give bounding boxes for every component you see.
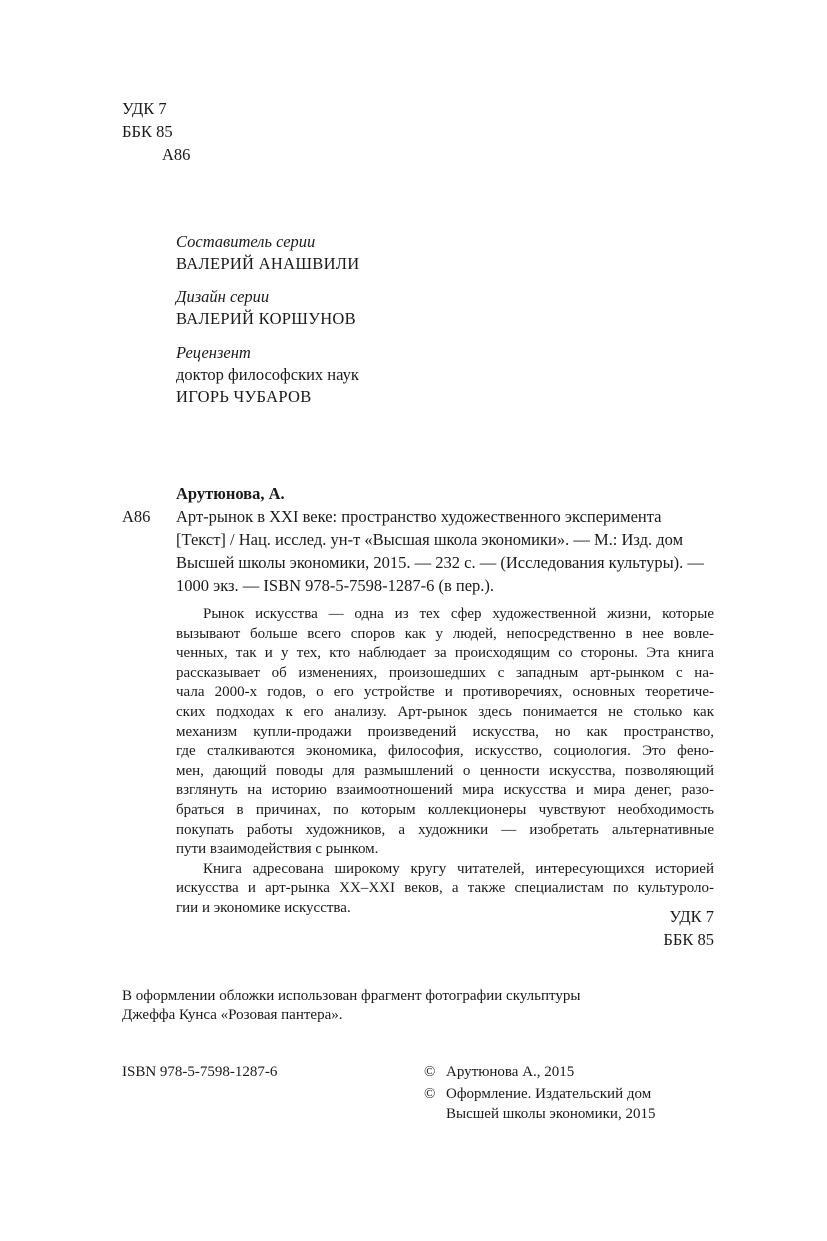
cover-note-line: В оформлении обложки использован фрагмент фотографии скульптуры xyxy=(122,988,581,1004)
biblio-author: Арутюнова, А. xyxy=(176,484,285,503)
biblio-code: А86 xyxy=(122,507,151,526)
annotation-line: механизм купли-продажи произведений искусства, но как пространство, xyxy=(176,723,714,740)
copyright-entry-author: Арутюнова А., 2015 xyxy=(446,1064,575,1080)
annotation-line: искусства и арт-рынка XX–XXI веков, а также специалистам по культуроло- xyxy=(176,880,714,897)
annotation-line: вызывают больше всего споров как у людей, непосредственно в нее вовле- xyxy=(176,625,714,642)
biblio-line: 1000 экз. — ISBN 978-5-7598-1287-6 (в пер.). xyxy=(176,576,495,595)
annotation xyxy=(176,605,714,919)
credit-role-series-compiler: Составитель серии xyxy=(176,232,316,251)
annotation-line: взглянуть на историю взаимоотношений мира искусства и мира денег, разо- xyxy=(176,782,714,799)
credit-role-reviewer: Рецензент xyxy=(176,343,251,362)
annotation-line: где сталкиваются экономика, философия, искусство, социология. Это фено- xyxy=(176,743,714,760)
annotation-line: рассказывает об изменениях, произошедших с западным арт-рынком с на- xyxy=(176,664,714,681)
annotation-line: мен, дающий поводы для размышлений о ценности искусства, позволяющий xyxy=(176,762,714,779)
annotation-line: браться в причинах, по которым коллекционеры чувствуют необходимость xyxy=(176,801,714,818)
annotation-line: ских подходах к его анализу. Арт-рынок здесь понимается не столько как xyxy=(176,703,714,720)
author-code: А86 xyxy=(162,145,191,164)
footer-bbk-code: ББК 85 xyxy=(663,930,714,949)
copyright-icon: © xyxy=(424,1064,436,1080)
bbk-code: ББК 85 xyxy=(122,122,173,141)
annotation-line: Рынок искусства — одна из тех сфер художественной жизни, которые xyxy=(203,606,714,622)
biblio-line: Высшей школы экономики, 2015. — 232 с. — (Исследования культуры). — xyxy=(176,553,704,572)
credit-name-series-compiler: ВАЛЕРИЙ АНАШВИЛИ xyxy=(176,254,360,273)
footer-udk-code: УДК 7 xyxy=(669,907,714,926)
credit-name-reviewer: ИГОРЬ ЧУБАРОВ xyxy=(176,387,312,406)
annotation-line: покупать работы художников, а художники — изобретать альтернативные xyxy=(176,821,714,838)
biblio-line: Арт-рынок в XXI веке: пространство художественного эксперимента xyxy=(176,507,662,526)
biblio-line: [Текст] / Нац. исслед. ун-т «Высшая школа экономики». — М.: Изд. дом xyxy=(176,530,684,549)
copyright-entry-design: Оформление. Издательский дом xyxy=(446,1086,652,1102)
annotation-line: ченных, так и у тех, кто наблюдает за происходящим со стороны. Эта книга xyxy=(176,645,714,662)
credit-reviewer-degree: доктор философских наук xyxy=(176,365,359,384)
isbn: ISBN 978-5-7598-1287-6 xyxy=(122,1064,278,1080)
annotation-line: пути взаимодействия с рынком. xyxy=(176,841,379,858)
annotation-line: Книга адресована широкому кругу читателей, интересующихся историей xyxy=(203,860,714,877)
annotation-line: гии и экономике искусства. xyxy=(176,899,351,916)
udk-code: УДК 7 xyxy=(122,99,167,118)
credit-name-series-design: ВАЛЕРИЙ КОРШУНОВ xyxy=(176,309,356,328)
annotation-line: чала 2000-х годов, о его устройстве и противоречиях, основных теоретиче- xyxy=(176,684,714,701)
cover-note-line: Джеффа Кунса «Розовая пантера». xyxy=(122,1007,343,1023)
copyright-icon: © xyxy=(424,1086,436,1102)
copyright-entry-design-cont: Высшей школы экономики, 2015 xyxy=(446,1106,656,1122)
credit-role-series-design: Дизайн серии xyxy=(176,287,270,306)
